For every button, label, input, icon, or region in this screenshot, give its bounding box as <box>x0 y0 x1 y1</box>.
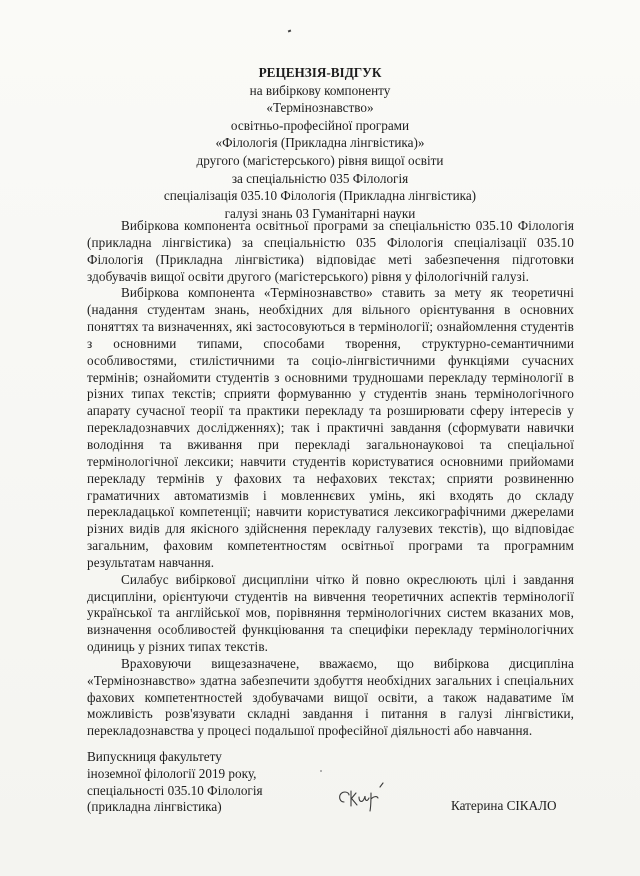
paragraph: Вибіркова компонента «Термінознавство» ставить за мету як теоретичні (надання студентам знань, необхідних для вільного орієнтування в основних поняттях та визначеннях, які застосовуються в термінології; ознайомлення студентів з основними типами, способами творення, структурно-семантичними особливостями, стилістичними та соціо-лінгвістичними функціями сучасних термінів; ознайомити студентів з основними трудношами перекладу термінології в різних типах текстів; сприяти формуванню у студентів знань термінологічного апарату сучасної теорії та практики перекладу та розширювати сферу інтересів у перекладознавчих дослідженнях); так і практичні завдання (сформувати навички володіння та вживання при перекладі загальнонауковоі та спеціальної термінологічної лексики; навчити студентів користуватися основними прийомами перекладу термінів у фахових та нефахових текстах; сприяти розвиненню граматичних автоматизмів і мовленнєвих умінь, які входять до складу перекладацької компетенції; навчити користуватися лексикографічними джерелами різних видів для якісного здійснення перекладу галузевих текстів), що відповідає загальним, фаховим компетентностям освітньої програми та програмним результатам навчання. <box>87 285 574 570</box>
review-body <box>87 218 574 740</box>
paragraph: Вибіркова компонента освітньої програми за спеціальністю 035.10 Філологія (прикладна лінгвістика) за спеціальністю 035 Філологія спеціалізації 035.10 Філологія (Прикладна лінгвістика) відповідає меті забезпечення підготовки здобувачів вищої освіти другого (магістерського) рівня у філологічній галузі. <box>87 218 574 284</box>
heading-line: «Філологія (Прикладна лінгвістика)» <box>215 135 425 151</box>
paragraph: Враховуючи вищезазначене, вважаємо, що вибіркова дисципліна «Термінознавство» здатна забезпечити здобуття необхідних загальних і спеціальних фахових компетентностей здобувачами вищої освіти, а також надаватиме їм можливість розв'язувати складні завдання і питання в галузі лінгвістики, перекладознавства у процесі подальшої професійної діяльності або навчання. <box>87 655 574 739</box>
heading-line: «Термінознавство» <box>266 100 374 116</box>
heading-line: галузі знань 03 Гуманітарні науки <box>224 205 416 221</box>
signer-name: Катерина СІКАЛО <box>451 798 557 813</box>
affiliation-line: іноземної філології 2019 року, <box>87 765 257 781</box>
paragraph: Силабус вибіркової дисципліни чітко й повно окреслюють цілі і завдання дисципліни, орієнтуючи студентів на вивчення теоретичних аспектів термінології української та англійської мов, порівняння термінологічних систем вказаних мов, визначення особливостей функціювання та специфіки перекладу термінологічних одиниць у різних типах текстів. <box>87 571 574 655</box>
author-affiliation <box>87 749 263 816</box>
heading-line: на вибіркову компоненту <box>249 82 391 98</box>
document-heading <box>100 64 540 222</box>
faint-mark <box>320 770 322 772</box>
affiliation-line: Випускниця факультету <box>87 749 222 764</box>
heading-line: освітньо-професійної програми <box>230 117 410 133</box>
heading-line: за спеціальністю 035 Філологія <box>231 170 409 186</box>
heading-line: спеціалізація 035.10 Філологія (Прикладна лінгвістика) <box>163 188 477 204</box>
heading-line: другого (магістерського) рівня вищої освіти <box>196 152 444 168</box>
document-title: РЕЦЕНЗІЯ-ВІДГУК <box>258 65 382 80</box>
affiliation-line: (прикладна лінгвістика) <box>87 799 222 815</box>
pen-mark <box>288 30 292 33</box>
handwritten-signature-icon <box>334 780 390 814</box>
affiliation-line: спеціальності 035.10 Філологія <box>87 782 263 798</box>
